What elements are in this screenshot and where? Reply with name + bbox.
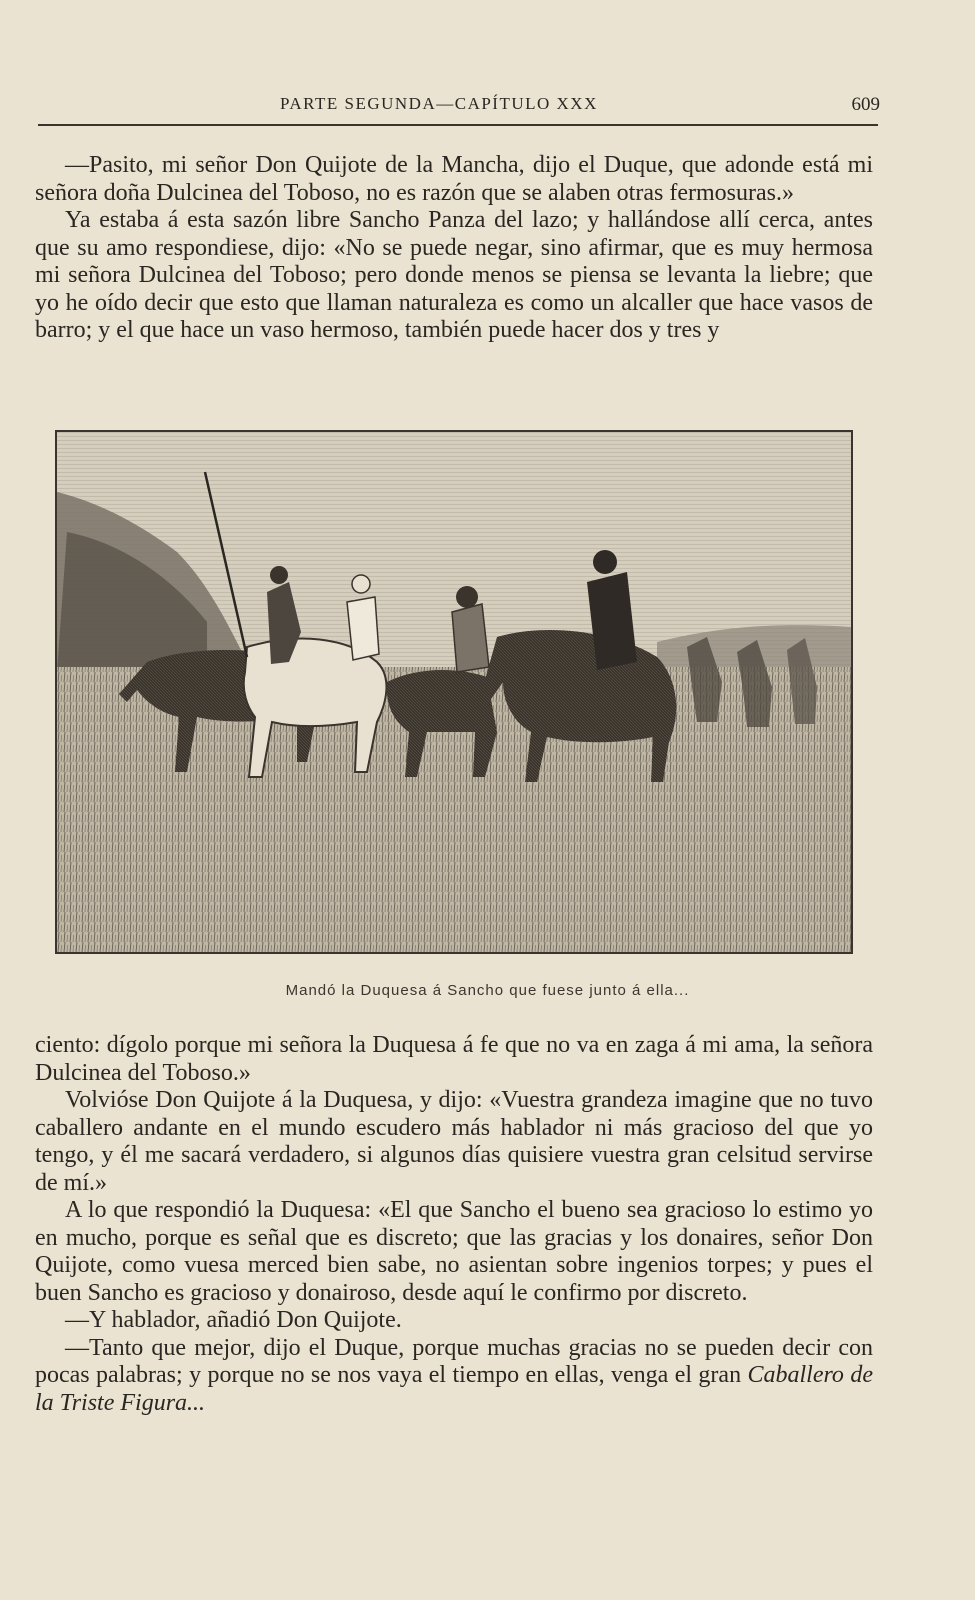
duchess-head — [352, 575, 370, 593]
sancho-hat — [456, 586, 478, 608]
paragraph: —Y hablador, añadió Don Quijote. — [65, 1307, 402, 1333]
sancho-rider — [452, 604, 489, 672]
engraving-illustration — [55, 430, 853, 954]
page-number: 609 — [851, 94, 880, 115]
running-title: PARTE SEGUNDA—CAPÍTULO XXX — [280, 94, 598, 113]
final-paragraph-text: —Tanto que mejor, dijo el Duque, porque muchas gracias no se pueden decir con pocas palabras; y porque no se nos vaya el tiempo en ellas, venga el gran — [35, 1334, 873, 1388]
duchess-rider — [347, 597, 379, 660]
final-paragraph-italic: Caballero de la Triste Figura... — [35, 1362, 873, 1416]
text-block-top — [35, 152, 873, 345]
paragraph: Volvióse Don Quijote á la Duquesa, y dijo: «Vuestra grandeza imagine que no tuvo caballero andante en el mundo escudero más hablador ni más gracioso del que yo tengo, y él me sacará verdadero, si algunos días quisiere vuestra gran celsitud servirse de mí.» — [35, 1087, 873, 1196]
paragraph: A lo que respondió la Duquesa: «El que Sancho el bueno sea gracioso lo estimo yo en mucho, porque es señal que es discreto; que las gracias y los donaires, señor Don Quijote, como vuesa merced bien sabe, no asientan sobre ingenios torpes; y pues el buen Sancho es gracioso y donairoso, desde aquí le confirmo por discreto. — [35, 1197, 873, 1306]
figure-caption: Mandó la Duquesa á Sancho que fuese junto á ella... — [285, 982, 690, 999]
paragraph: —Pasito, mi señor Don Quijote de la Mancha, dijo el Duque, que adonde está mi señora doña Dulcinea del Toboso, no es razón que se alaben otras fermosuras.» — [35, 152, 873, 206]
engraving-scene — [57, 432, 851, 952]
header-rule — [38, 124, 878, 126]
final-paragraph — [35, 1335, 873, 1418]
duke-hat — [593, 550, 617, 574]
paragraph: Ya estaba á esta sazón libre Sancho Panza del lazo; y hallándose allí cerca, antes que su amo respondiese, dijo: «No se puede negar, sino afirmar, que es muy hermosa mi señora Dulcinea del Toboso; pero donde menos se piensa se levanta la liebre; que yo he oído decir que esto que llaman naturaleza es como un alcaller que hace vasos de barro; y el que hace un vaso hermoso, también puede hacer dos y tres y — [35, 207, 873, 343]
retinue — [687, 637, 817, 727]
continuation-paragraph: ciento: dígolo porque mi señora la Duquesa á fe que no va en zaga á mi ama, la señora Dulcinea del Toboso.» — [35, 1032, 873, 1086]
text-block-bottom — [35, 1032, 873, 1417]
running-head — [60, 94, 880, 120]
knight-helmet — [270, 566, 288, 584]
